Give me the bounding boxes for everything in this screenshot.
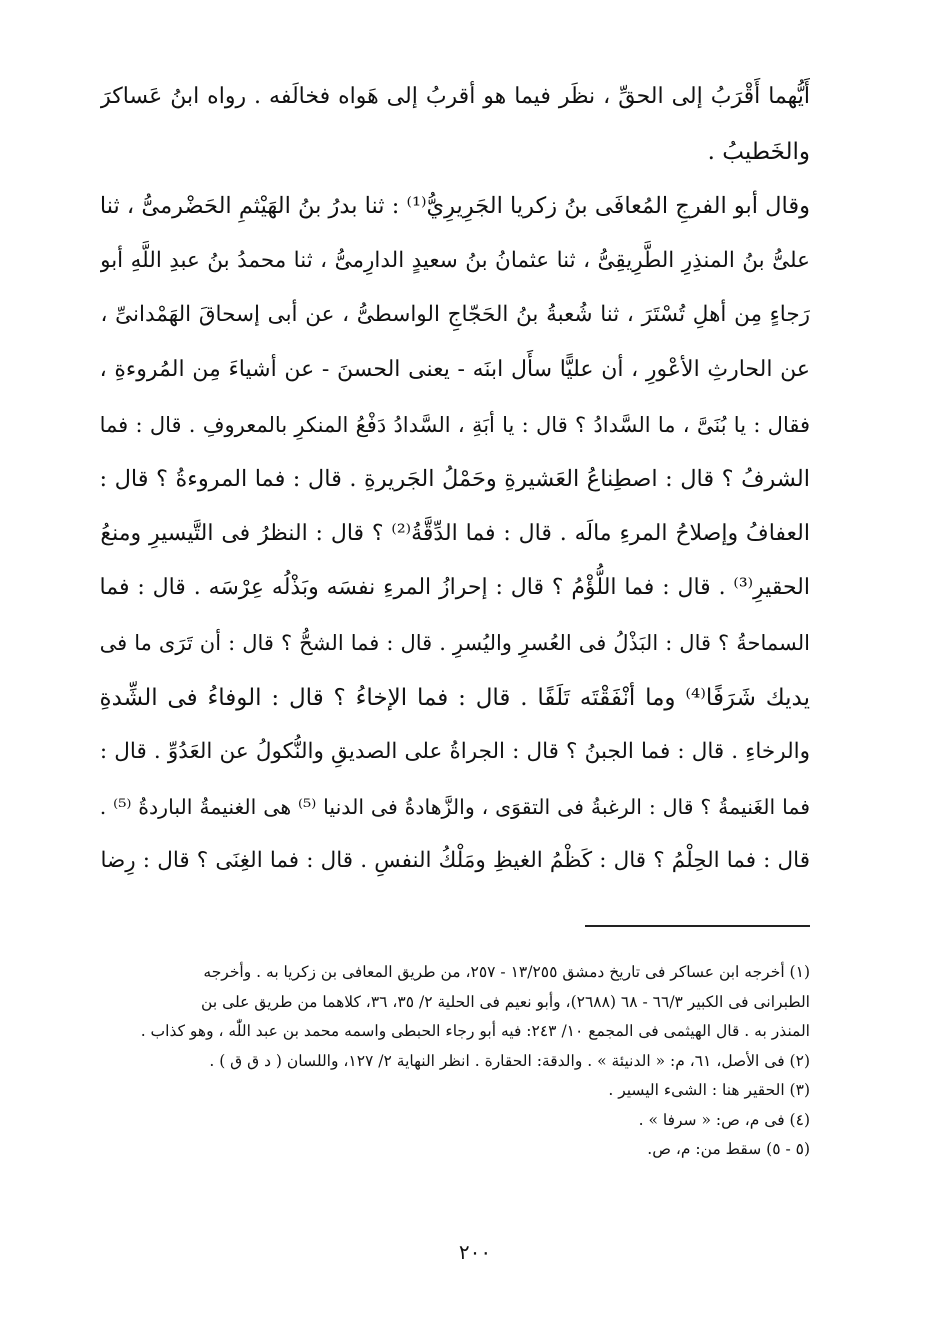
footnote-line: الطبرانى فى الكبير ٦٦/٣ - ٦٨ (٢٦٨٨)، وأبو نعيم فى الحلية ٢/ ٣٥، ٣٦، كلاهما من طريق على بن — [201, 992, 810, 1011]
footnote-line: (٣) الحقير هنا : الشىء اليسير . — [608, 1081, 810, 1099]
footnote-line: (٢) فى الأصل، ٦١، م: « الدنيئة » . والدقة: الحقارة . انظر النهاية ٢/ ١٢٧، واللسان ( د ق ق ) . — [209, 1051, 810, 1070]
footnote-divider — [585, 925, 810, 927]
footnote-line: (١) أخرجه ابن عساكر فى تاريخ دمشق ١٣/٢٥٥ - ٢٥٧، من طريق المعافى بن زكريا به . وأخرجه — [203, 963, 810, 981]
text-line: رَجاءٍ مِن أهلِ تُسْتَرَ ، ثنا شُعبةُ بنُ الحَجّاجِ الواسطىُّ ، عن أبى إسحاقَ الهَمْدانىِّ ، — [100, 302, 810, 328]
text-line: السماحةُ ؟ قال : البَذْلُ فى العُسرِ واليُسرِ . قال : فما الشحُّ ؟ قال : أن تَرَى ما فى — [100, 630, 810, 655]
text-line: علىُّ بنُ المنذِرِ الطَّرِيقِىُّ ، ثنا عثمانُ بنُ سعيدٍ الدارِمىُّ ، ثنا محمدُ بنُ عبدِ اللَّهِ أبو — [100, 247, 810, 273]
footnotes — [100, 958, 810, 1165]
text-line: وقال أبو الفرجِ المُعافَى بنُ زكريا الجَرِيرِيُّ⁽¹⁾ : ثنا بدرُ بنُ الهَيْثمِ الحَضْرمىُّ ، ثنا — [100, 193, 810, 220]
text-line: عن الحارثِ الأعْورِ ، أن عليًّا سأَل ابنَه - يعنى الحسنَ - عن أشياءَ مِن المُروءةِ ، — [100, 356, 810, 382]
text-line: قال : فما الحِلْمُ ؟ قال : كَظْمُ الغيظِ ومَلْكُ النفسِ . قال : فما الغِنَى ؟ قال : رِضا — [100, 848, 810, 874]
footnote-line: (٥ - ٥) سقط من: م، ص. — [647, 1140, 810, 1158]
text-line: فما الغَنيمةُ ؟ قال : الرغبةُ فى التقوَى ، والزَّهادةُ فى الدنيا ⁽⁵⁾ هى الغنيمةُ الباردةُ ⁽⁵⁾ . — [100, 794, 810, 819]
text-line: الحقيرِ⁽³⁾ . قال : فما اللُّؤْمُ ؟ قال : إحرازُ المرءِ نفسَه وبَذْلُه عِرْسَه . قال : فما — [100, 575, 810, 601]
main-text — [100, 70, 810, 889]
text-line: فقال : يا بُنَىَّ ، ما السَّدادُ ؟ قال : يا أبَةِ ، السَّدادُ دَفْعُ المنكرِ بالمعروفِ . قال : فما — [100, 412, 810, 437]
text-line: يديك شَرَفًا⁽⁴⁾ وما أنْفَقْتَه تَلَفًا . قال : فما الإخاءُ ؟ قال : الوفاءُ فى الشِّدةِ — [100, 684, 810, 711]
text-line: الشرفُ ؟ قال : اصطِناعُ العَشيرةِ وحَمْلُ الجَريرةِ . قال : فما المروءةُ ؟ قال : — [100, 466, 810, 493]
footnote-line: (٤) فى م، ص: « سرفا » . — [638, 1110, 810, 1129]
text-line: أَيُّهما أَقْرَبُ إلى الحقِّ ، نظَر فيما هو أقربُ إلى هَواه فخالَفه . رواه ابنُ عَساكرَ — [100, 84, 810, 109]
footnote-line: المنذر به . قال الهيثمى فى المجمع ١٠/ ٢٤٣: فيه أبو رجاء الحبطى واسمه محمد بن عبد اللّٰه ، وهو كذاب . — [140, 1022, 810, 1040]
page-number: ٢٠٠ — [458, 1240, 492, 1264]
text-line: والرخاءِ . قال : فما الجبنُ ؟ قال : الجراةُ على الصديقِ والنُّكولُ عن العَدُوِّ . قال : — [100, 739, 810, 765]
text-line: والخَطيبُ . — [707, 138, 810, 165]
text-line: العفافُ وإصلاحُ المرءِ مالَه . قال : فما الدِّقَّةُ⁽²⁾ ؟ قال : النظرُ فى التَّيسيرِ ومنعُ — [100, 520, 810, 546]
